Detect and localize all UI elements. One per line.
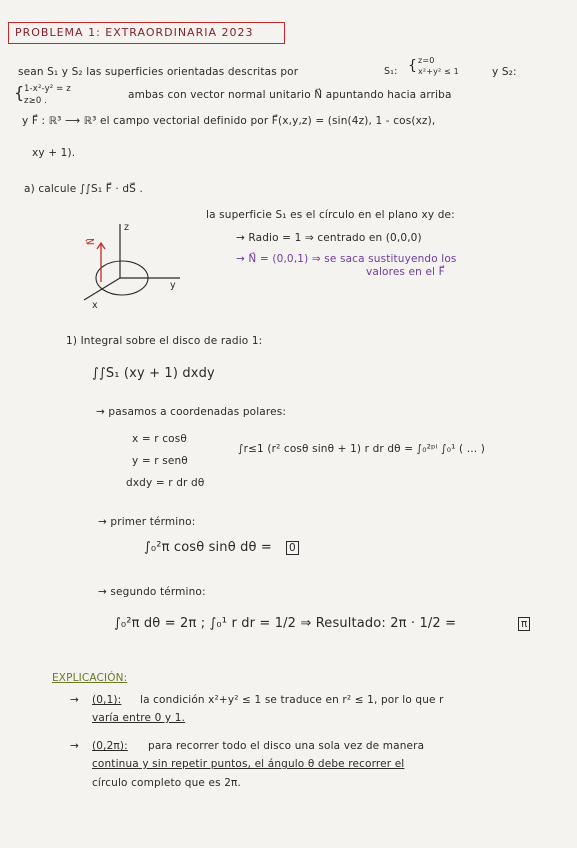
axis-x-label: x	[92, 300, 98, 311]
intro-line-2: ambas con vector normal unitario N⃗ apuntando hacia arriba	[128, 89, 452, 101]
second-term-heading: → segundo término:	[98, 586, 206, 598]
polar-x: x = r cosθ	[132, 433, 187, 445]
explanation-item-2-text-2: continua y sin repetir puntos, el ángulo θ debe recorrer el	[92, 758, 405, 770]
explanation-item-2-text-1: para recorrer todo el disco una sola vez de manera	[148, 740, 425, 752]
s1-def-bottom: x²+y² ≤ 1	[418, 67, 459, 76]
s2-label: y S₂:	[492, 66, 517, 78]
second-term-result: π	[518, 617, 530, 631]
normal-note-line-1: → N⃗ = (0,0,1) ⇒ se saca sustituyendo los	[236, 253, 457, 265]
normal-note-line-2: valores en el F⃗	[366, 266, 445, 278]
polar-heading: → pasamos a coordenadas polares:	[96, 406, 287, 418]
disk-sketch	[70, 220, 190, 310]
s2-brace: {	[14, 83, 25, 102]
explanation-item-2-label: (0,2π):	[92, 740, 128, 752]
first-term-expression: ∫₀²π cosθ sinθ dθ =	[144, 540, 272, 555]
part-a-heading: a) calcule ∫∫S₁ F⃗ · dS⃗ .	[24, 183, 143, 195]
s2-def-top: 1-x²-y² = z	[24, 84, 71, 94]
polar-integral: ∫r≤1 (r² cosθ sinθ + 1) r dr dθ = ∫₀²ᵖⁱ ∫₀¹ ( ... )	[238, 443, 485, 455]
s2-def-bottom: z≥0 .	[24, 96, 48, 106]
explanation-heading: EXPLICACIÓN:	[52, 672, 128, 684]
explanation-arrow-2: →	[70, 740, 79, 752]
intro-line-4: xy + 1).	[32, 147, 76, 159]
explanation-item-1-label: (0,1):	[92, 694, 122, 706]
intro-line-1: sean S₁ y S₂ las superficies orientadas descritas por	[18, 66, 299, 78]
integral-heading: 1) Integral sobre el disco de radio 1:	[66, 335, 263, 347]
normal-label: N⃗	[86, 237, 98, 246]
explanation-item-1-text-1: la condición x²+y² ≤ 1 se traduce en r² ≤ 1, por lo que r	[140, 694, 444, 706]
intro-line-3: y F⃗ : ℝ³ ⟶ ℝ³ el campo vectorial definido por F⃗(x,y,z) = (sin(4z), 1 - cos(xz),	[22, 115, 436, 127]
axis-y-label: y	[170, 280, 176, 291]
page-title: PROBLEMA 1: EXTRAORDINARIA 2023	[8, 22, 285, 44]
explanation-arrow-1: →	[70, 694, 79, 706]
explanation-item-1-text-2: varía entre 0 y 1.	[92, 712, 186, 724]
integral-expression: ∫∫S₁ (xy + 1) dxdy	[92, 366, 215, 381]
radius-note: → Radio = 1 ⇒ centrado en (0,0,0)	[236, 232, 422, 244]
s1-brace: {	[408, 58, 418, 74]
axis-z-label: z	[124, 222, 130, 233]
s1-def-label: S₁:	[384, 66, 398, 77]
polar-y: y = r senθ	[132, 455, 188, 467]
explanation-item-2-text-3: círculo completo que es 2π.	[92, 777, 242, 789]
s1-def-top: z=0	[418, 56, 435, 65]
first-term-result: 0	[286, 541, 299, 555]
first-term-heading: → primer término:	[98, 516, 196, 528]
surface-note: la superficie S₁ es el círculo en el plano xy de:	[206, 209, 455, 221]
second-term-expression: ∫₀²π dθ = 2π ; ∫₀¹ r dr = 1/2 ⇒ Resultado: 2π · 1/2 =	[114, 616, 457, 631]
polar-dxdy: dxdy = r dr dθ	[126, 477, 205, 489]
